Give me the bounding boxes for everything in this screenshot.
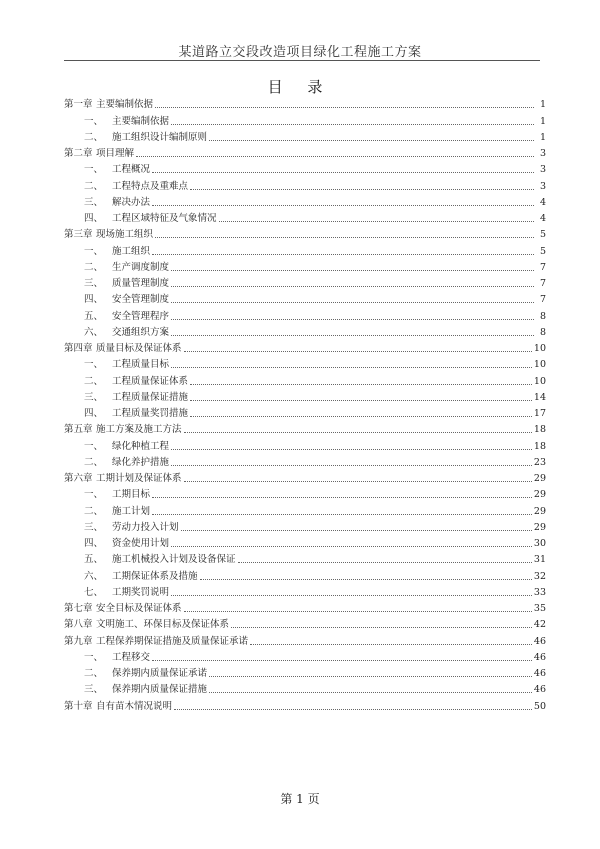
toc-entry-title: 质量目标及保证体系 [96, 343, 182, 354]
toc-entry-label [64, 132, 207, 144]
toc-chapter-entry[interactable] [64, 469, 546, 485]
toc-entry-label [64, 148, 134, 160]
toc-chapter-entry[interactable] [64, 144, 546, 160]
toc-entry-number: 第六章 [64, 473, 93, 484]
toc-entry-title: 交通组织方案 [112, 326, 170, 338]
toc-entry-number: 四、 [84, 538, 104, 549]
toc-entry-number: 五、 [84, 310, 104, 322]
toc-entry-number: 第一章 [64, 99, 93, 111]
toc-entry-number: 三、 [84, 278, 104, 289]
toc-chapter-entry[interactable] [64, 339, 546, 355]
toc-section-entry[interactable] [64, 648, 546, 664]
toc-entry-page: 30 [533, 538, 546, 549]
toc-section-entry[interactable] [64, 258, 546, 274]
toc-entry-number: 第五章 [64, 424, 93, 436]
toc-chapter-entry[interactable] [64, 631, 546, 647]
toc-entry-page: 3 [539, 148, 546, 159]
toc-entry-page: 1 [539, 115, 546, 127]
toc-entry-title: 安全目标及保证体系 [96, 603, 182, 614]
toc-entry-number: 第八章 [64, 619, 93, 631]
toc-entry-page: 18 [533, 424, 546, 436]
toc-chapter-entry[interactable] [64, 615, 546, 631]
toc-entry-title: 工程概况 [112, 164, 151, 176]
toc-entry-number: 三、 [84, 521, 104, 533]
toc-section-entry[interactable] [64, 209, 546, 225]
toc-entry-page: 18 [533, 440, 546, 452]
toc-chapter-entry[interactable] [64, 225, 546, 241]
toc-entry-page: 1 [539, 131, 546, 143]
toc-entry-label [64, 164, 150, 176]
toc-entry-label [64, 408, 188, 420]
toc-section-entry[interactable] [64, 485, 546, 501]
toc-entry-title: 工程保养期保证措施及质量保证承诺 [96, 635, 249, 647]
toc-entry-title: 劳动力投入计划 [112, 521, 179, 533]
toc-entry-title: 质量管理制度 [112, 278, 170, 289]
toc-entry-page: 42 [533, 619, 546, 631]
toc-entry-number: 一、 [84, 651, 104, 663]
toc-leader-dots [238, 562, 532, 563]
toc-entry-label [64, 636, 248, 648]
toc-entry-label [64, 619, 229, 631]
toc-leader-dots [152, 205, 534, 206]
toc-leader-dots [209, 140, 534, 141]
toc-entry-title: 工程质量保证体系 [112, 375, 189, 387]
toc-entry-label [64, 701, 172, 713]
toc-chapter-entry[interactable] [64, 599, 546, 615]
toc-entry-number: 三、 [84, 196, 104, 208]
toc-entry-label [64, 506, 150, 518]
toc-entry-title: 施工方案及施工方法 [96, 424, 182, 436]
toc-entry-title: 工程区域特征及气象情况 [112, 213, 217, 224]
toc-entry-number: 七、 [84, 586, 104, 598]
toc-entry-page: 31 [533, 554, 546, 566]
toc-section-entry[interactable] [64, 436, 546, 452]
toc-entry-page: 10 [533, 375, 546, 387]
toc-entry-label [64, 571, 198, 583]
toc-section-entry[interactable] [64, 290, 546, 306]
toc-entry-title: 绿化养护措施 [112, 456, 170, 468]
toc-leader-dots [184, 432, 532, 433]
toc-leader-dots [200, 579, 532, 580]
toc-entry-page: 5 [539, 245, 546, 257]
toc-entry-title: 工程质量目标 [112, 359, 170, 371]
toc-leader-dots [171, 546, 532, 547]
toc-section-entry[interactable] [64, 355, 546, 371]
toc-leader-dots [171, 286, 534, 287]
toc-entry-number: 一、 [84, 359, 104, 371]
toc-entry-number: 四、 [84, 294, 104, 306]
toc-chapter-entry[interactable] [64, 95, 546, 111]
toc-entry-page: 8 [539, 310, 546, 322]
toc-entry-label [64, 213, 217, 225]
toc-section-entry[interactable] [64, 193, 546, 209]
toc-section-entry[interactable] [64, 664, 546, 680]
toc-entry-number: 一、 [84, 489, 104, 501]
toc-entry-label [64, 359, 169, 371]
toc-entry-page: 23 [533, 456, 546, 468]
toc-entry-number: 一、 [84, 115, 104, 127]
toc-leader-dots [184, 351, 532, 352]
toc-entry-label [64, 587, 169, 599]
toc-entry-title: 工程移交 [112, 651, 151, 663]
toc-entry-number: 二、 [84, 456, 104, 468]
toc-entry-page: 7 [539, 261, 546, 273]
toc-entry-label [64, 116, 169, 128]
toc-section-entry[interactable] [64, 241, 546, 257]
toc-entry-number: 一、 [84, 164, 104, 176]
toc-entry-number: 三、 [84, 391, 104, 403]
toc-entry-page: 29 [533, 505, 546, 517]
toc-entry-page: 1 [539, 99, 546, 111]
toc-entry-label [64, 684, 207, 696]
toc-leader-dots [136, 156, 534, 157]
table-of-contents [64, 95, 546, 713]
header-divider [64, 60, 540, 61]
toc-entry-number: 二、 [84, 131, 104, 143]
toc-entry-number: 一、 [84, 440, 104, 452]
toc-entry-page: 46 [533, 668, 546, 679]
toc-section-entry[interactable] [64, 680, 546, 696]
toc-entry-title: 生产调度制度 [112, 261, 170, 273]
toc-entry-title: 施工计划 [112, 505, 151, 517]
toc-leader-dots [190, 416, 532, 417]
toc-entry-page: 46 [533, 635, 546, 647]
toc-entry-page: 35 [533, 603, 546, 614]
toc-entry-label [64, 311, 169, 323]
toc-entry-number: 三、 [84, 684, 104, 696]
toc-leader-dots [190, 189, 534, 190]
toc-leader-dots [171, 367, 532, 368]
toc-leader-dots [171, 270, 534, 271]
toc-leader-dots [171, 595, 532, 596]
toc-chapter-entry[interactable] [64, 696, 546, 712]
toc-entry-label [64, 99, 153, 111]
toc-entry-label [64, 489, 150, 501]
toc-entry-page: 7 [539, 278, 546, 289]
toc-entry-page: 14 [533, 391, 546, 403]
toc-entry-page: 8 [539, 326, 546, 338]
toc-entry-title: 项目理解 [96, 148, 135, 159]
toc-entry-page: 10 [533, 359, 546, 371]
toc-entry-number: 二、 [84, 668, 104, 679]
toc-section-entry[interactable] [64, 388, 546, 404]
toc-leader-dots [152, 254, 534, 255]
toc-heading: 目 录 [267, 78, 333, 96]
toc-entry-page: 29 [533, 521, 546, 533]
toc-entry-number: 第七章 [64, 603, 93, 614]
toc-leader-dots [152, 497, 532, 498]
toc-entry-title: 施工机械投入计划及设备保证 [112, 554, 236, 566]
toc-leader-dots [171, 449, 532, 450]
toc-entry-number: 第九章 [64, 635, 93, 647]
toc-entry-page: 29 [533, 489, 546, 501]
toc-section-entry[interactable] [64, 111, 546, 127]
toc-entry-title: 保养期内质量保证承诺 [112, 668, 208, 679]
toc-entry-number: 六、 [84, 570, 104, 582]
toc-entry-number: 五、 [84, 554, 104, 566]
toc-entry-page: 29 [533, 473, 546, 484]
toc-entry-label [64, 181, 188, 193]
toc-leader-dots [171, 302, 534, 303]
toc-entry-label [64, 343, 182, 355]
toc-entry-title: 自有苗木情况说明 [96, 700, 173, 712]
toc-section-entry[interactable] [64, 518, 546, 534]
toc-entry-label [64, 197, 150, 209]
toc-section-entry[interactable] [64, 371, 546, 387]
toc-section-entry[interactable] [64, 176, 546, 192]
toc-entry-label [64, 441, 169, 453]
toc-entry-label [64, 327, 169, 339]
toc-entry-number: 第四章 [64, 343, 93, 354]
toc-entry-label [64, 473, 182, 485]
toc-entry-title: 保养期内质量保证措施 [112, 684, 208, 696]
toc-section-entry[interactable] [64, 583, 546, 599]
toc-entry-number: 第十章 [64, 700, 93, 712]
toc-entry-page: 7 [539, 294, 546, 306]
toc-entry-title: 工程特点及重难点 [112, 180, 189, 192]
toc-entry-label [64, 668, 207, 680]
toc-leader-dots [171, 319, 534, 320]
toc-entry-page: 3 [539, 180, 546, 192]
toc-entry-page: 5 [539, 229, 546, 241]
toc-entry-title: 安全管理程序 [112, 310, 170, 322]
document-header-title: 某道路立交段改造项目绿化工程施工方案 [178, 45, 422, 60]
toc-leader-dots [231, 627, 532, 628]
toc-leader-dots [152, 172, 534, 173]
toc-entry-title: 解决办法 [112, 196, 151, 208]
page-number: 第 1 页 [280, 792, 320, 806]
toc-entry-label [64, 522, 179, 534]
toc-leader-dots [184, 611, 532, 612]
toc-entry-title: 施工组织 [112, 245, 151, 257]
toc-entry-title: 资金使用计划 [112, 538, 170, 549]
toc-section-entry[interactable] [64, 534, 546, 550]
toc-leader-dots [209, 692, 532, 693]
toc-leader-dots [190, 400, 532, 401]
toc-entry-title: 工期计划及保证体系 [96, 473, 182, 484]
toc-entry-title: 现场施工组织 [96, 229, 154, 241]
toc-entry-number: 二、 [84, 261, 104, 273]
toc-entry-number: 二、 [84, 180, 104, 192]
toc-leader-dots [174, 709, 532, 710]
toc-entry-page: 4 [539, 196, 546, 208]
toc-leader-dots [152, 514, 532, 515]
toc-section-entry[interactable] [64, 128, 546, 144]
toc-section-entry[interactable] [64, 274, 546, 290]
toc-entry-page: 46 [533, 651, 546, 663]
toc-entry-title: 主要编制依据 [112, 115, 170, 127]
toc-leader-dots [171, 124, 534, 125]
toc-entry-label [64, 457, 169, 469]
toc-entry-title: 工期目标 [112, 489, 151, 501]
toc-entry-page: 33 [533, 586, 546, 598]
toc-entry-title: 工期保证体系及措施 [112, 570, 198, 582]
toc-entry-title: 绿化种植工程 [112, 440, 170, 452]
toc-entry-label [64, 294, 169, 306]
toc-entry-label [64, 652, 150, 664]
toc-leader-dots [181, 530, 532, 531]
toc-entry-label [64, 246, 150, 258]
toc-entry-title: 文明施工、环保目标及保证体系 [96, 619, 230, 631]
toc-leader-dots [155, 107, 534, 108]
toc-section-entry[interactable] [64, 566, 546, 582]
toc-entry-label [64, 392, 188, 404]
toc-entry-title: 工程质量奖罚措施 [112, 408, 189, 419]
toc-entry-title: 工期奖罚说明 [112, 586, 170, 598]
toc-entry-label [64, 603, 182, 615]
toc-entry-page: 17 [533, 408, 546, 419]
toc-entry-number: 第三章 [64, 229, 93, 241]
toc-section-entry[interactable] [64, 404, 546, 420]
toc-entry-label [64, 262, 169, 274]
toc-entry-number: 第二章 [64, 148, 93, 159]
toc-entry-number: 二、 [84, 375, 104, 387]
toc-entry-title: 主要编制依据 [96, 99, 154, 111]
toc-leader-dots [184, 481, 532, 482]
toc-entry-page: 32 [533, 570, 546, 582]
toc-section-entry[interactable] [64, 306, 546, 322]
toc-entry-label [64, 538, 169, 550]
toc-entry-number: 四、 [84, 408, 104, 419]
toc-leader-dots [190, 384, 532, 385]
toc-entry-title: 安全管理制度 [112, 294, 170, 306]
toc-leader-dots [152, 660, 532, 661]
toc-entry-number: 一、 [84, 245, 104, 257]
toc-entry-label [64, 376, 188, 388]
toc-section-entry[interactable] [64, 453, 546, 469]
toc-section-entry[interactable] [64, 323, 546, 339]
toc-entry-label [64, 554, 236, 566]
toc-leader-dots [250, 644, 532, 645]
toc-entry-page: 4 [539, 213, 546, 224]
toc-leader-dots [171, 335, 534, 336]
toc-leader-dots [171, 465, 532, 466]
toc-entry-label [64, 424, 182, 436]
toc-entry-page: 46 [533, 684, 546, 696]
toc-entry-page: 50 [533, 700, 546, 712]
toc-entry-title: 工程质量保证措施 [112, 391, 189, 403]
toc-section-entry[interactable] [64, 501, 546, 517]
toc-leader-dots [209, 676, 532, 677]
toc-leader-dots [155, 237, 534, 238]
toc-leader-dots [219, 221, 534, 222]
toc-section-entry[interactable] [64, 160, 546, 176]
toc-entry-number: 二、 [84, 505, 104, 517]
toc-entry-page: 10 [533, 343, 546, 354]
toc-entry-number: 四、 [84, 213, 104, 224]
toc-entry-label [64, 278, 169, 290]
toc-entry-label [64, 229, 153, 241]
toc-entry-page: 3 [539, 164, 546, 176]
toc-entry-title: 施工组织设计编制原则 [112, 131, 208, 143]
toc-section-entry[interactable] [64, 550, 546, 566]
toc-entry-number: 六、 [84, 326, 104, 338]
toc-chapter-entry[interactable] [64, 420, 546, 436]
